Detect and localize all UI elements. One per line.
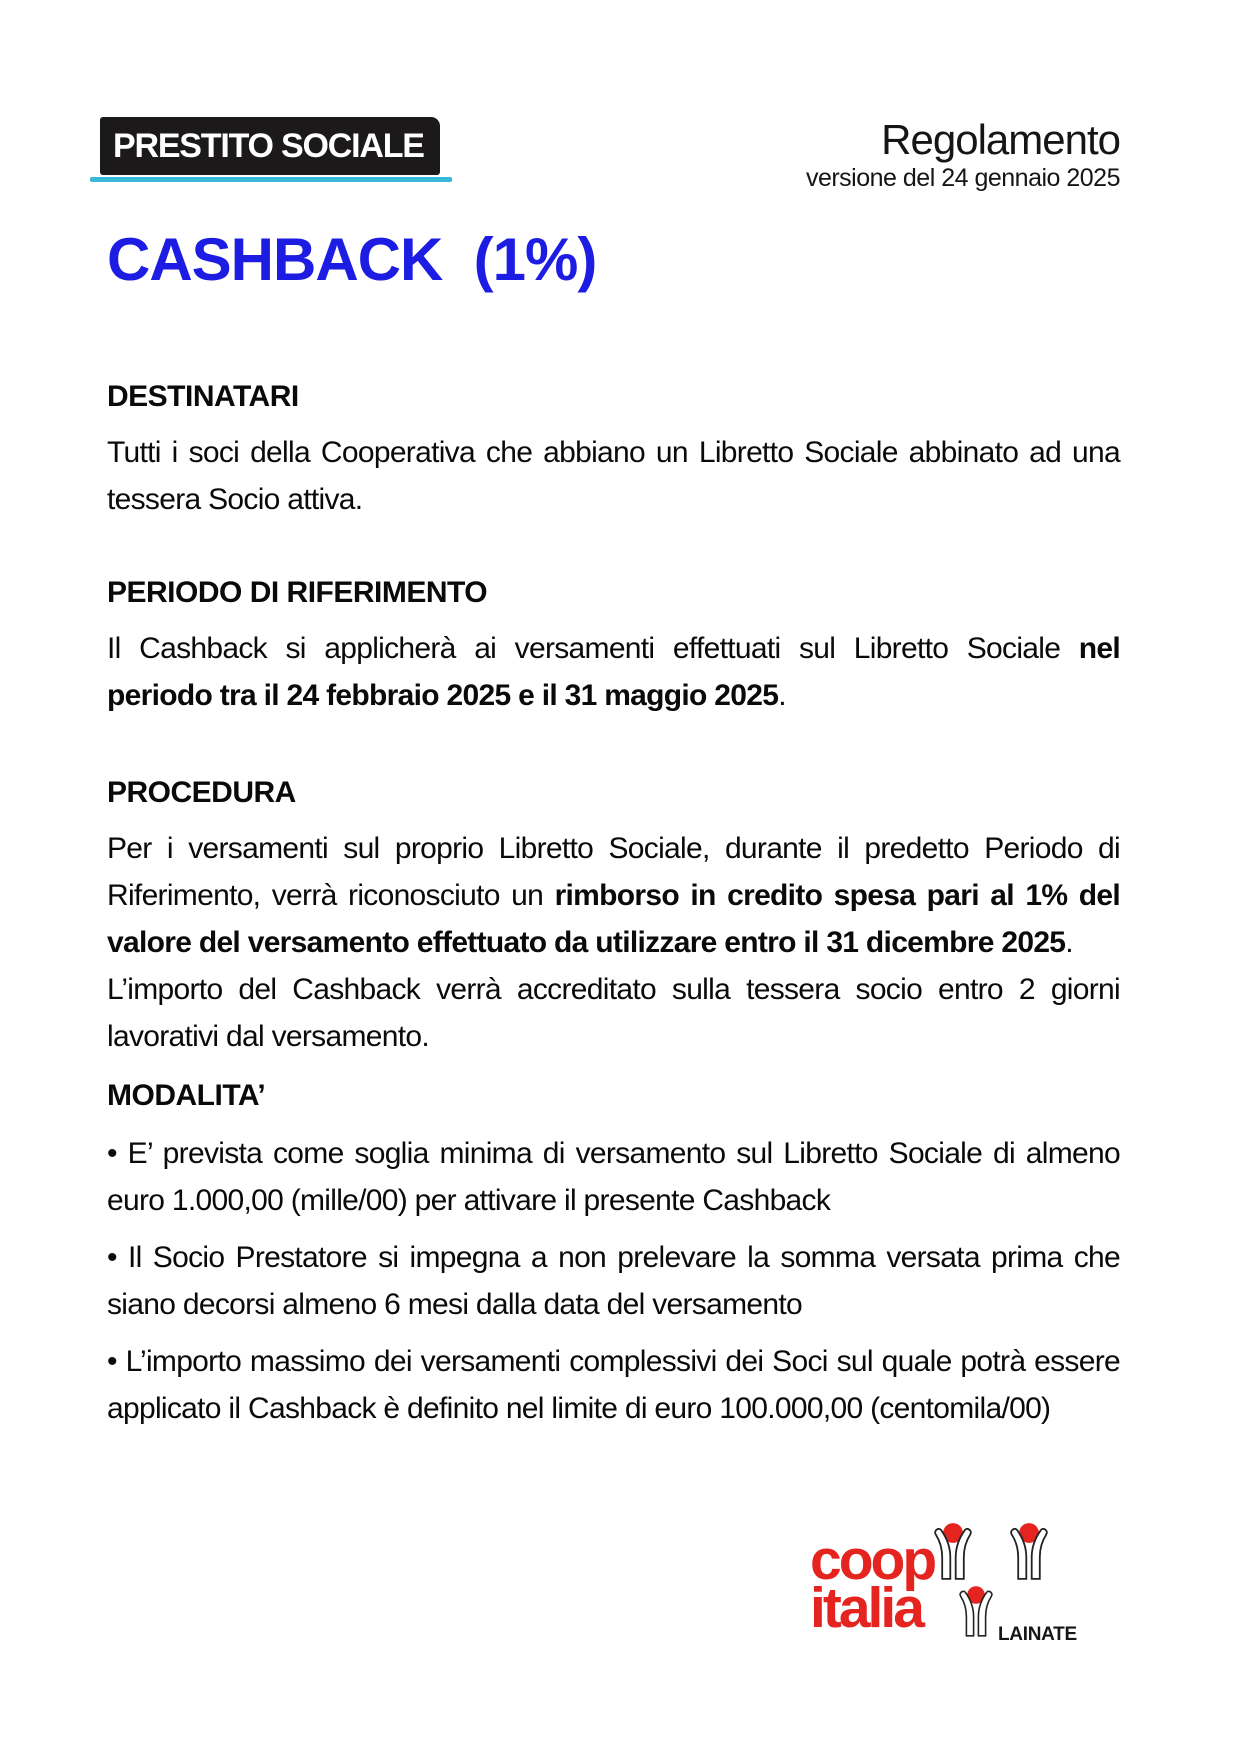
bullet-item: • E’ prevista come soglia minima di versamento sul Libretto Sociale di almeno euro 1.000,00 (mille/00) per attivare il presente Cashback	[107, 1137, 1120, 1217]
document-header	[107, 0, 1120, 193]
coop-italia-logo	[810, 1516, 1100, 1661]
prestito-sociale-badge	[100, 117, 440, 182]
section-heading-procedura: PROCEDURA	[107, 776, 296, 809]
badge-underline-divider	[90, 177, 452, 182]
text-segment: .	[778, 679, 786, 712]
section-heading-modalita: MODALITA’	[107, 1079, 266, 1112]
text-segment: .	[1065, 926, 1073, 959]
coop-logo-word-coop: coop	[810, 1528, 935, 1592]
paragraph	[107, 625, 1120, 719]
paragraph	[107, 966, 1120, 1060]
page-title: CASHBACK (1%)	[107, 226, 597, 293]
document-version: versione del 24 gennaio 2025	[805, 164, 1120, 192]
document-type-title: Regolamento	[881, 116, 1120, 163]
paragraph	[107, 825, 1120, 966]
bullet-item: • Il Socio Prestatore si impegna a non prelevare la somma versata prima che siano decorsi almeno 6 mesi dalla data del versamento	[107, 1241, 1120, 1321]
bullet-item: • L’importo massimo dei versamenti complessivi dei Soci sul quale potrà essere applicato il Cashback è definito nel limite di euro 100.000,00 (centomila/00)	[107, 1345, 1120, 1425]
section-heading-destinatari: DESTINATARI	[107, 380, 299, 413]
coop-logo-word-italia: italia	[810, 1576, 922, 1640]
coop-person-icon	[952, 1582, 1000, 1640]
badge-label: PRESTITO SOCIALE	[100, 117, 440, 175]
section-periodo-di-riferimento	[107, 575, 1120, 719]
section-destinatari	[107, 379, 1120, 523]
coop-person-icon	[926, 1520, 980, 1582]
paragraph	[107, 429, 1120, 523]
section-procedura	[107, 775, 1120, 1060]
section-heading-periodo: PERIODO DI RIFERIMENTO	[107, 576, 488, 609]
coop-logo-location: LAINATE	[998, 1624, 1077, 1645]
text-segment-bold: nel periodo tra il 24 febbraio 2025 e il 31 maggio 2025	[107, 632, 1120, 712]
text-segment: Tutti i soci della Cooperativa che abbiano un Libretto Sociale abbinato ad una tessera Socio attiva.	[107, 436, 1120, 516]
section-modalita	[107, 1078, 1120, 1432]
text-segment-bold: rimborso in credito spesa pari al 1% del valore del versamento effettuato da utilizzare entro il 31 dicembre 2025	[107, 879, 1121, 959]
text-segment: Il Cashback si applicherà ai versamenti effettuati sul Libretto Sociale	[107, 632, 1079, 665]
text-segment: L’importo del Cashback verrà accreditato sulla tessera socio entro 2 giorni lavorativi dal versamento.	[107, 973, 1120, 1053]
text-segment: Per i versamenti sul proprio Libretto Sociale, durante il predetto Periodo di Riferimento, verrà riconosciuto un	[107, 832, 1120, 912]
coop-person-icon	[1002, 1520, 1056, 1582]
document-meta	[806, 117, 1120, 193]
